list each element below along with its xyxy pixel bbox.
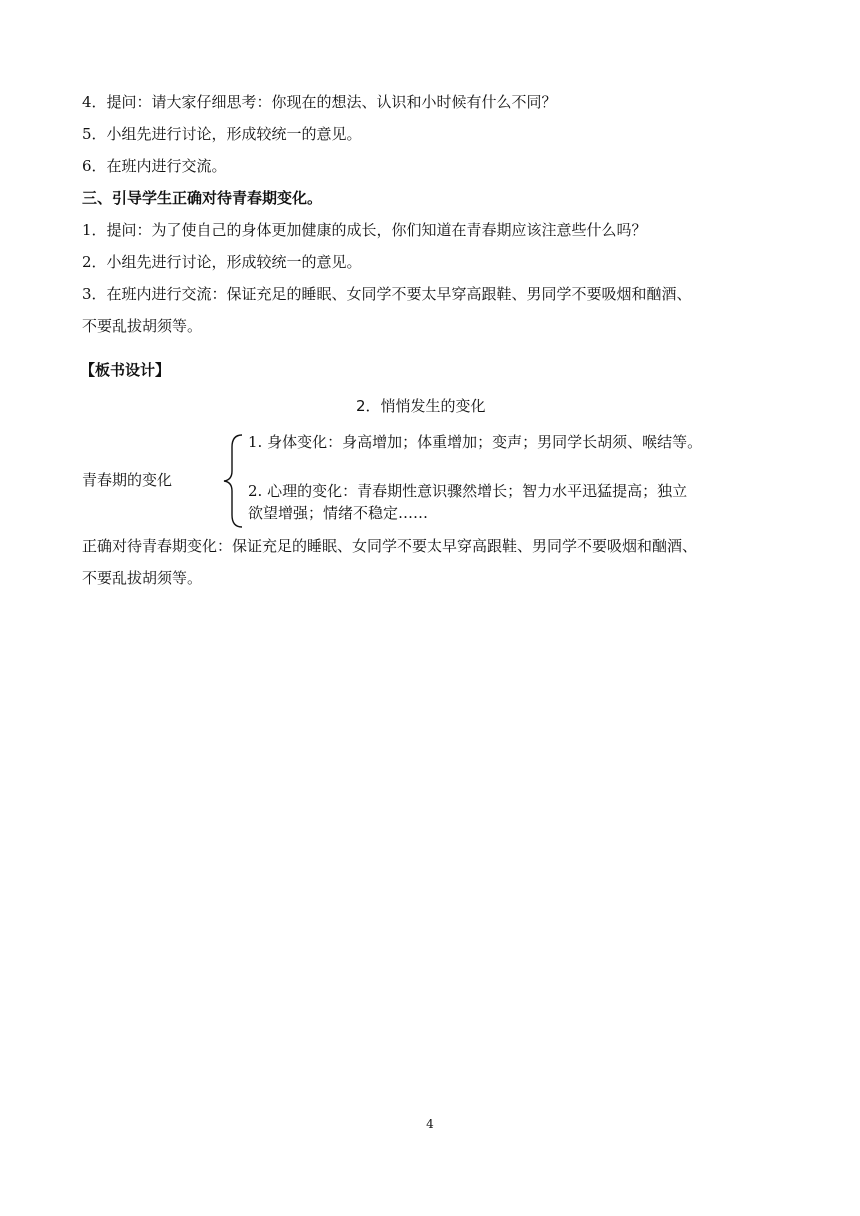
board-item-psychological-continued: 欲望增强；情绪不稳定…… [248, 504, 429, 522]
step-3-exchange-continued: 不要乱拔胡须等。 [82, 317, 203, 335]
board-item-physical: 1. 身体变化：身高增加；体重增加；变声；男同学长胡须、喉结等。 [248, 433, 703, 451]
page-number: 4 [426, 1117, 434, 1131]
step-1-question: 1．提问：为了使自己的身体更加健康的成长，你们知道在青春期应该注意些什么吗？ [82, 221, 647, 239]
board-design-heading: 【板书设计】 [80, 361, 171, 379]
step-3-exchange: 3．在班内进行交流：保证充足的睡眠、女同学不要太早穿高跟鞋、男同学不要吸烟和酗酒、 [82, 285, 692, 303]
step-5-discussion: 5．小组先进行讨论，形成较统一的意见。 [82, 125, 362, 143]
step-2-discussion: 2．小组先进行讨论，形成较统一的意见。 [82, 253, 362, 271]
board-footer-line-continued: 不要乱拔胡须等。 [82, 569, 203, 587]
board-title: 2．悄悄发生的变化 [356, 397, 486, 415]
board-left-label: 青春期的变化 [82, 471, 173, 489]
curly-brace-icon [220, 433, 246, 529]
section-heading-3: 三、引导学生正确对待青春期变化。 [82, 189, 323, 207]
board-footer-line: 正确对待青春期变化：保证充足的睡眠、女同学不要太早穿高跟鞋、男同学不要吸烟和酗酒、 [82, 537, 698, 555]
step-4-question: 4．提问：请大家仔细思考：你现在的想法、认识和小时候有什么不同？ [82, 93, 557, 111]
board-item-psychological: 2. 心理的变化：青春期性意识骤然增长；智力水平迅猛提高；独立 [248, 482, 688, 500]
step-6-exchange: 6．在班内进行交流。 [82, 157, 227, 175]
